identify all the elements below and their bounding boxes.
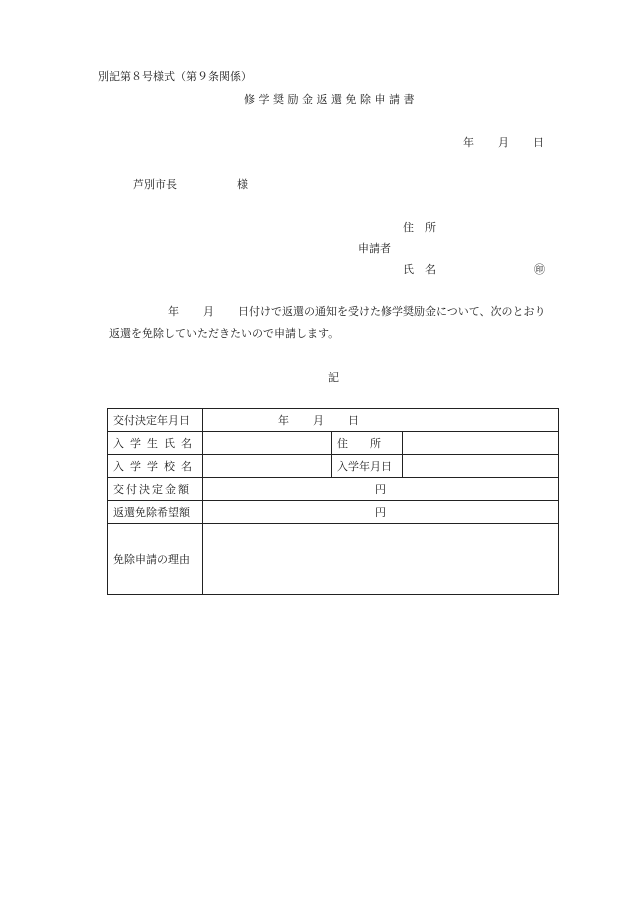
student-name-label: 入学生氏名 — [108, 432, 203, 455]
grant-date-field[interactable] — [203, 409, 559, 432]
body-line1-text: 日付けで返還の通知を受けた修学奨励金について、次のとおり — [238, 305, 546, 318]
addressee-honorific: 様 — [237, 178, 248, 191]
student-address-field[interactable] — [403, 432, 559, 455]
body-year-label: 年 — [168, 305, 179, 318]
grant-date-day: 日 — [348, 414, 359, 427]
reason-label: 免除申請の理由 — [108, 524, 203, 595]
addressee — [133, 179, 248, 190]
table-row — [108, 478, 559, 501]
table-row — [108, 524, 559, 595]
enroll-date-label: 入学年月日 — [332, 455, 403, 478]
exempt-amount-unit: 円 — [375, 506, 386, 519]
detail-table — [107, 408, 559, 595]
grant-date-month: 月 — [313, 414, 324, 427]
body-month-label: 月 — [203, 305, 214, 318]
table-row — [108, 455, 559, 478]
grant-date-year: 年 — [278, 414, 289, 427]
applicant-name-label: 氏 名 — [403, 263, 436, 276]
applicant-label: 申請者 — [358, 242, 391, 255]
application-date — [463, 137, 544, 148]
student-address-label: 住 所 — [332, 432, 403, 455]
grant-date-label: 交付決定年月日 — [108, 409, 203, 432]
grant-amount-unit: 円 — [375, 483, 386, 496]
seal-mark: ㊞ — [534, 263, 545, 276]
reason-field[interactable] — [203, 524, 559, 595]
exempt-amount-label: 返還免除希望額 — [108, 501, 203, 524]
body-text-line-2: 返還を免除していただきたいので申請します。 — [109, 327, 340, 340]
ki-heading: 記 — [328, 371, 339, 384]
student-name-field[interactable] — [203, 432, 332, 455]
table-row — [108, 409, 559, 432]
enroll-date-field[interactable] — [403, 455, 559, 478]
school-name-label: 入学学校名 — [108, 455, 203, 478]
form-number: 別記第８号様式（第９条関係） — [98, 70, 252, 83]
school-name-field[interactable] — [203, 455, 332, 478]
grant-amount-label: 交付決定金額 — [108, 478, 203, 501]
date-month-label: 月 — [498, 136, 509, 149]
grant-amount-field[interactable] — [203, 478, 559, 501]
addressee-name: 芦別市長 — [133, 178, 177, 191]
exempt-amount-field[interactable] — [203, 501, 559, 524]
body-text-line-1 — [168, 306, 546, 317]
table-row — [108, 501, 559, 524]
document-title: 修学奨励金返還免除申請書 — [244, 93, 418, 106]
table-row — [108, 432, 559, 455]
date-year-label: 年 — [463, 136, 474, 149]
applicant-address-label: 住 所 — [403, 221, 436, 234]
date-day-label: 日 — [533, 136, 544, 149]
